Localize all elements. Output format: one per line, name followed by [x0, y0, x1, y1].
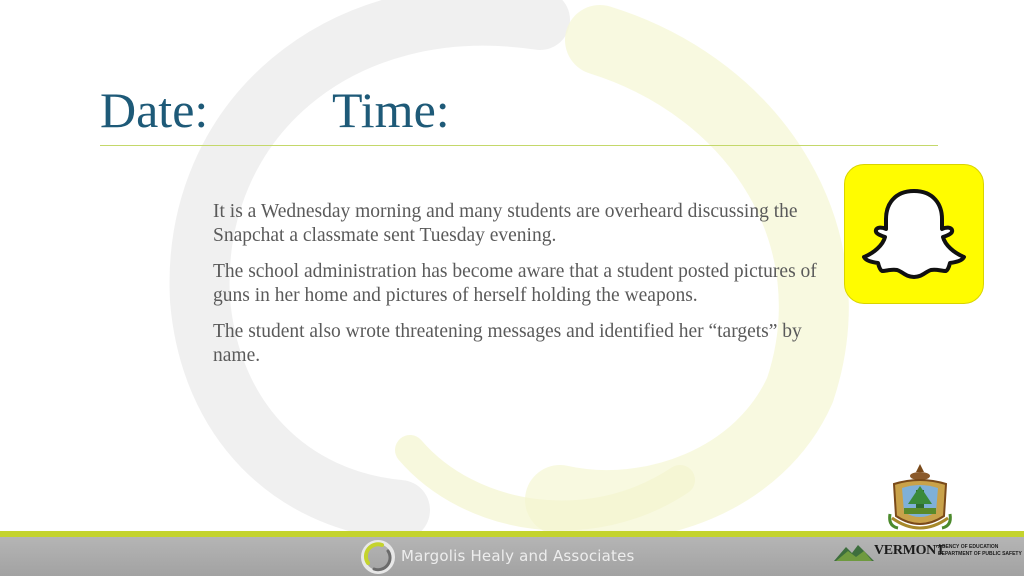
snapchat-logo: [844, 164, 984, 304]
scenario-text: [213, 200, 833, 380]
scenario-paragraph: The school administration has become aware that a student posted pictures of guns in her home and pictures of herself holding the weapons.: [213, 261, 817, 306]
vermont-wordmark: VERMONT: [874, 543, 946, 558]
date-heading: Date:: [100, 82, 209, 138]
time-heading: Time:: [332, 82, 450, 138]
title-row: [100, 80, 940, 144]
snapchat-ghost-icon: [860, 185, 968, 283]
scenario-paragraph: The student also wrote threatening messages and identified her “targets” by name.: [213, 321, 802, 366]
title-divider: [100, 145, 938, 146]
company-name: Margolis Healy and Associates: [401, 547, 635, 565]
scenario-paragraph: It is a Wednesday morning and many students are overheard discussing the Snapchat a classmate sent Tuesday evening.: [213, 201, 798, 246]
agency-education: AGENCY OF EDUCATION: [938, 544, 999, 550]
agency-public-safety: DEPARTMENT OF PUBLIC SAFETY: [938, 550, 1022, 557]
vermont-seal-icon: [886, 462, 954, 540]
